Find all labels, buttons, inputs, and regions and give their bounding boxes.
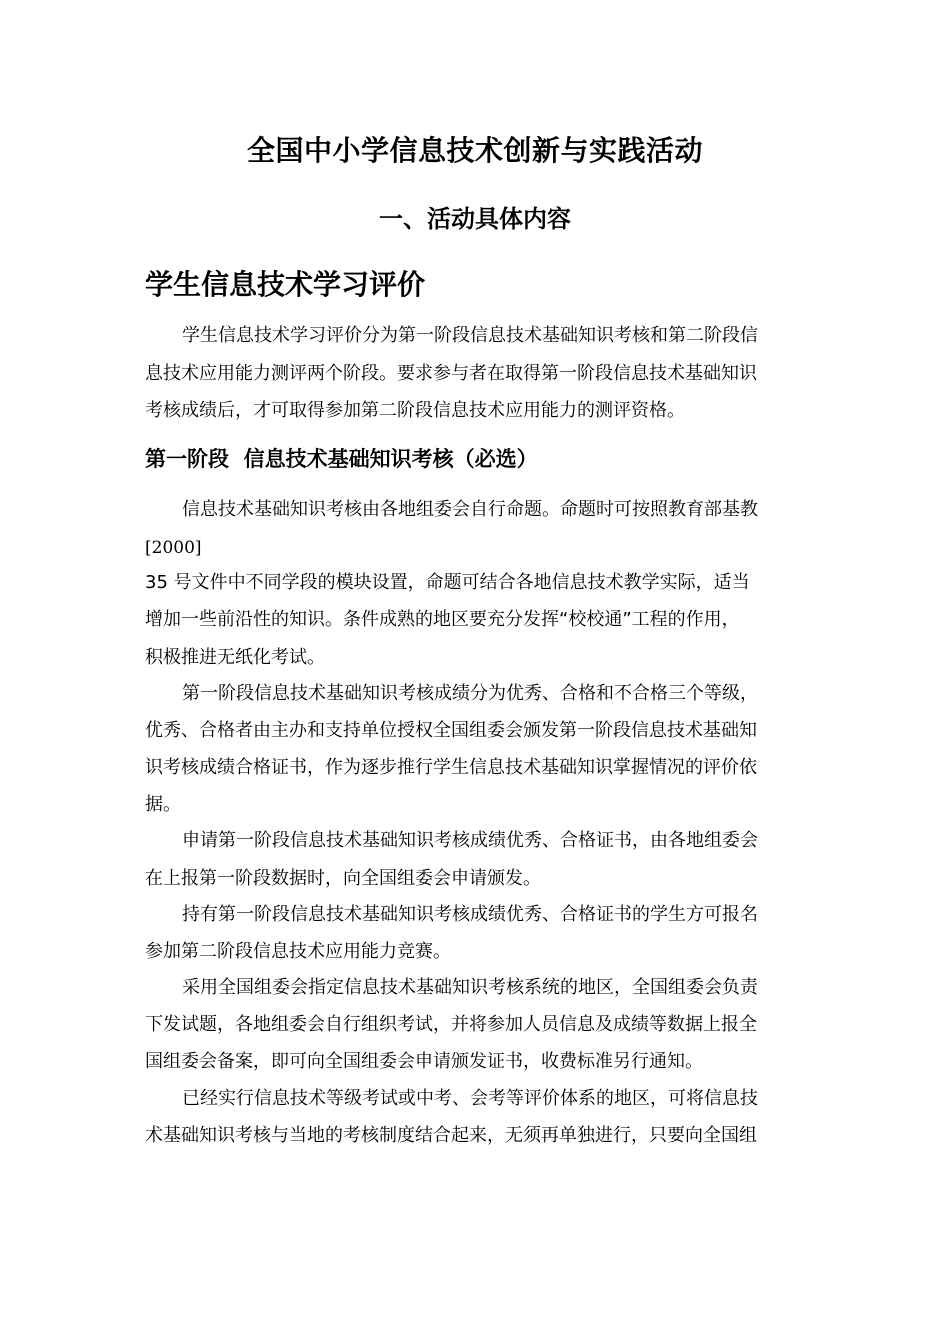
paragraph-line: 据。 xyxy=(145,794,181,815)
stage-heading: 第一阶段 信息技术基础知识考核（必选） xyxy=(145,447,538,471)
document-title: 全国中小学信息技术创新与实践活动 xyxy=(246,134,703,167)
paragraph-line: 申请第一阶段信息技术基础知识考核成绩优秀、合格证书，由各地组委会 xyxy=(182,830,758,851)
paragraph-line: 术基础知识考核与当地的考核制度结合起来，无须再单独进行，只要向全国组 xyxy=(145,1125,757,1146)
paragraph-line: 识考核成绩合格证书，作为逐步推行学生信息技术基础知识掌握情况的评价依 xyxy=(145,757,757,778)
paragraph-line: 35 号文件中不同学段的模块设置，命题可结合各地信息技术教学实际，适当 xyxy=(145,572,750,593)
paragraph-line: 采用全国组委会指定信息技术基础知识考核系统的地区，全国组委会负责 xyxy=(182,977,758,998)
paragraph-line: 信息技术基础知识考核由各地组委会自行命题。命题时可按照教育部基教 xyxy=(182,499,758,520)
paragraph-line: 参加第二阶段信息技术应用能力竞赛。 xyxy=(145,941,451,962)
paragraph-line: 在上报第一阶段数据时，向全国组委会申请颁发。 xyxy=(145,868,541,889)
paragraph-line: 优秀、合格者由主办和支持单位授权全国组委会颁发第一阶段信息技术基础知 xyxy=(145,720,757,741)
paragraph-line: 已经实行信息技术等级考试或中考、会考等评价体系的地区，可将信息技 xyxy=(182,1088,758,1109)
intro-line: 学生信息技术学习评价分为第一阶段信息技术基础知识考核和第二阶段信 xyxy=(182,325,758,346)
paragraph-line: 下发试题，各地组委会自行组织考试，并将参加人员信息及成绩等数据上报全 xyxy=(145,1014,757,1035)
paragraph-line: 第一阶段信息技术基础知识考核成绩分为优秀、合格和不合格三个等级， xyxy=(182,683,758,704)
paragraph-line: 持有第一阶段信息技术基础知识考核成绩优秀、合格证书的学生方可报名 xyxy=(182,904,758,925)
paragraph-line: 国组委会备案，即可向全国组委会申请颁发证书，收费标准另行通知。 xyxy=(145,1051,703,1072)
section-subtitle: 一、活动具体内容 xyxy=(379,205,571,233)
paragraph-line: 增加一些前沿性的知识。条件成熟的地区要充分发挥“校校通”工程的作用， xyxy=(145,609,740,630)
paragraph-line: 积极推进无纸化考试。 xyxy=(145,647,325,668)
intro-line: 考核成绩后，才可取得参加第二阶段信息技术应用能力的测评资格。 xyxy=(145,400,685,421)
intro-line: 息技术应用能力测评两个阶段。要求参与者在取得第一阶段信息技术基础知识 xyxy=(145,363,757,384)
section-heading: 学生信息技术学习评价 xyxy=(145,268,426,301)
paragraph-line: [2000] xyxy=(145,538,202,558)
